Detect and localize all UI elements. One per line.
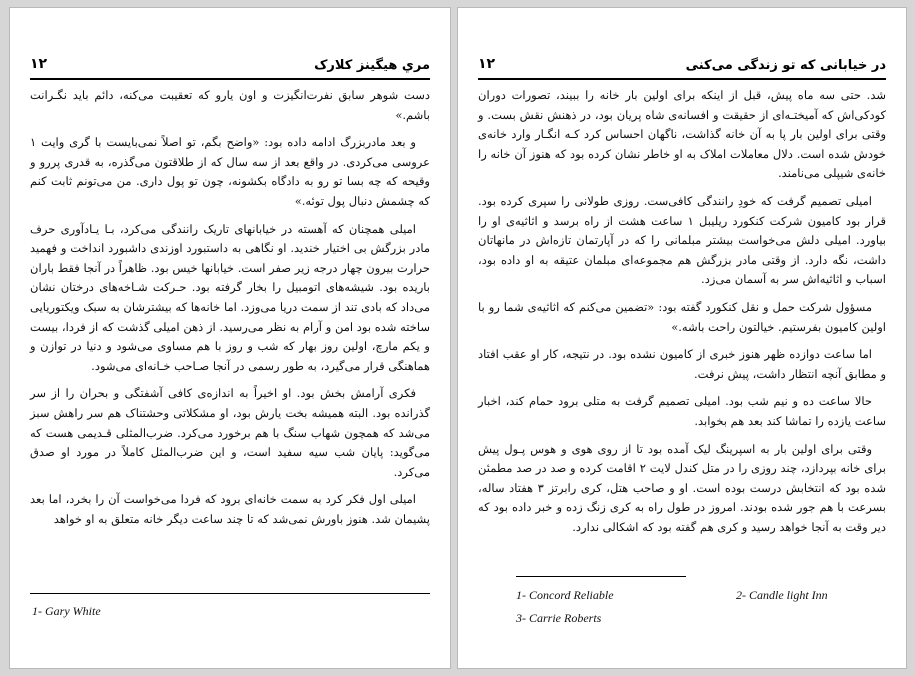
right-footnote-rule xyxy=(516,576,686,577)
left-paragraph-2: و بعد مادربزرگ ادامه داده بود: «واضح بگم، تو اصلاً نمی‌بایست با گری وایت ۱ عروسی می‌کردی. در واقع بعد از سه سال که از طلاقتون می‌گذره، به قدری پررو و وقیحه که چه بسا تو رو به دادگاه بکشونه، چون تو پول داری. من می‌تونم ثابت کنم که چشمش دنبال پول توئه.» xyxy=(30,135,430,208)
left-paragraph-5: امیلی اول فکر کرد به سمت خانه‌ای برود که فردا می‌خواست آن را بخرد، اما بعد پشیمان شد. هنوز باورش نمی‌شد که تا چند ساعت دیگر خانه متعلق به او خواهد xyxy=(30,492,430,526)
left-footnote-1: 1- Gary White xyxy=(32,604,101,618)
left-header-rule xyxy=(30,78,430,80)
left-header-title: مري هيگينز كلارک xyxy=(314,58,430,73)
right-page xyxy=(458,8,906,668)
right-page-number: ۱۲ xyxy=(478,56,496,72)
right-header-rule xyxy=(478,78,886,80)
left-paragraph-1: دست شوهر سابق نفرت‌انگیزت و اون یارو که تعقیبت می‌کنه، دائم باید نگـرانت باشم.» xyxy=(30,88,430,122)
left-footnote-rule xyxy=(30,593,430,594)
left-paragraph-3: امیلی همچنان که آهسته در خیابانهای تاریک رانندگی می‌کرد، بـا یـادآوری حرف مادر بزرگش بی اختیار خندید. او نگاهی به داستبورد اوزندی داشبورد انداخت و فهمید حرارت بیرون چهار درجه زیر صفر است. خیابانها خیس بود. ظاهراً در آنجا فقط باران باریده بود. شیشه‌های اتومبیل را بخار گرفته بود. حـرکت شـاخه‌های درختان نشان می‌داد که بادی تند از سمت دریا می‌وزد. اما خانه‌ها که بیشترشان به سبک ویکتوریایی ساخته شده بود امن و آرام به نظر می‌رسید. از ذهن امیلی گذشت که از فردا، بیست و یکم مارچ، اولین روز بهار که شب و روز با هم مساوی می‌شود و دنیا در توازن و هماهنگی قرار می‌گیرد، به طور رسمی در آنجا صـاحب خـانه‌ای می‌شود. xyxy=(30,221,430,373)
right-paragraph-6: وقتی برای اولین بار به اسپرینگ لیک آمده بود تا از روی هوی و هوس پـول پیش برای خانه بپردازد، چند روزی را در متل کندل لایت ۲ اقامت کرده و صد در صد مطمئن شده بود که انتخابش درست بوده است. او و صاحب هتل، کری رابرتز ۳ هفتاد ساله، بسرعت با هم جور شده بودند. امروز در طول راه به کری زنگ زده و خبر داده بود که دیر وقت به آنجا خواهد رسید و کری هم گفته بود که اشکالی ندارد. xyxy=(478,441,886,534)
right-paragraph-5: حالا ساعت ده و نیم شب بود. امیلی تصمیم گرفت به متلی برود حمام کند، اخبار ساعت یازده را تماشا کند بعد هم بخوابد. xyxy=(478,394,886,428)
right-footnote-2: 2- Candle light Inn xyxy=(736,588,828,602)
left-paragraph-4: فکری آرامش بخش بود. او اخیراً به اندازه‌ی کافی آشفتگی و بحران را از سر گذرانده بود. البته همیشه بخت یارش بود، او مشکلاتی وحشتناک هم سر راهش سبز می‌شد که همچون شهاب سنگ با هم برخورد می‌کرد. ضرب‌المثلی قـدیمی هست که می‌گوید: پایان شب سیه سفید است، و این ضرب‌المثل کاملاً در مورد او صدق می‌کرد. xyxy=(30,386,430,479)
right-footnote-1: 1- Concord Reliable xyxy=(516,588,614,602)
right-page-body xyxy=(478,86,886,545)
left-page-header xyxy=(30,58,430,76)
right-paragraph-3: مسؤول شرکت حمل و نقل کنکورد گفته بود: «تضمین می‌کنم که اثاثیه‌ی شما رو با اولین کامیون بفرستیم. خیالتون راحت باشه.» xyxy=(478,299,886,334)
right-paragraph-2: امیلی تصمیم گرفت که خودِ رانندگی کافی‌ست. روزی طولانی را سپری کرده بود. قرار بود کامیون شرکت کنکورد ریلیبل ۱ ساعت هشت از راه برسد و اثاثیه‌ی او را بیاورد. امیلی دلش می‌خواست بیشتر مبلمانی را که در آپارتمان تازه‌اش در مانهاتان داشت، نگه دارد. از وقتی مادر بزرگش هم مجموعه‌ای مبلمان عتیقه به او داده بود، اسباب و اثاثیه‌اش سر به آسمان می‌زد. xyxy=(478,193,886,287)
left-page xyxy=(10,8,450,668)
left-page-number: ۱۲ xyxy=(30,56,48,72)
right-page-header xyxy=(478,58,886,76)
right-header-title: در خیابانی که تو زندگی می‌کنی xyxy=(685,58,886,73)
right-paragraph-1: شد. حتی سه ماه پیش، قبل از اینکه برای اولین بار خانه را ببیند، تصورات دوران کودکی‌اش که آمیختـه‌ای از حقیقت و افسانه‌ی شاه پریان بود، در ذهنش نقش بست. و وقتی برای اولین بار پا به آن خانه گذاشت، ناگهان احساس کرد کـه انگـار وارد خانه‌ی خودش شده است. دلال معاملات املاک به او خاطر نشان کرده بود که هنوز آن خانه را خانه‌ی شیپلی می‌نامند. xyxy=(478,88,886,181)
left-page-body xyxy=(30,86,430,537)
right-paragraph-4: اما ساعت دوازده ظهر هنوز خبری از کامیون نشده بود. در نتیجه، کار او عقب افتاد و مطابق آنچه انتظار داشت، پیش نرفت. xyxy=(478,347,886,381)
right-footnote-3: 3- Carrie Roberts xyxy=(516,611,602,625)
